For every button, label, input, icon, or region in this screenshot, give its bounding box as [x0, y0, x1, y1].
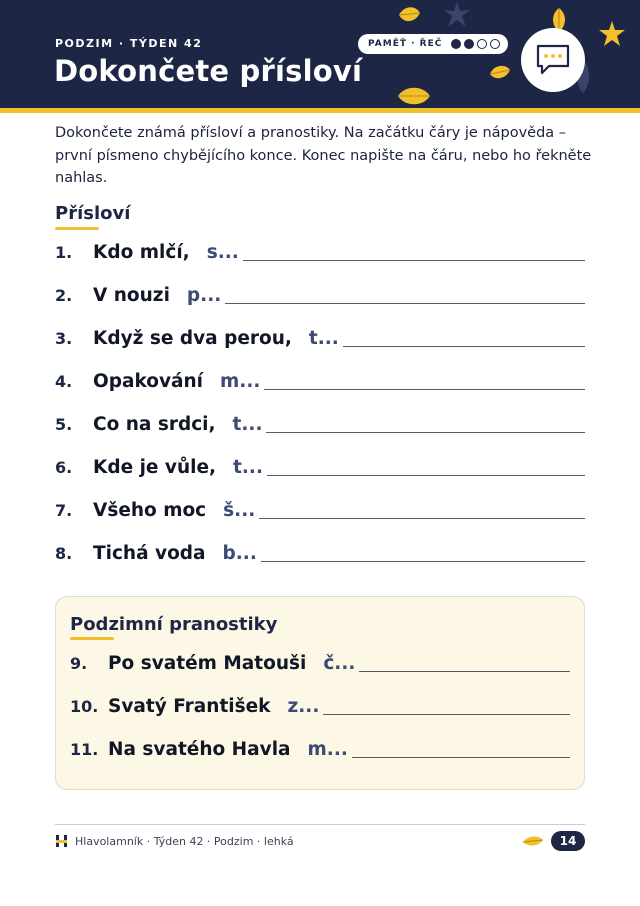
h-logo-icon: [55, 834, 68, 848]
page-title: Dokončete přísloví: [54, 54, 363, 88]
heading-underline: [55, 227, 99, 230]
first-letter-hint: z...: [287, 696, 320, 717]
proverb-text: Tichá voda: [93, 543, 206, 564]
proverb-row-7: [55, 500, 585, 521]
section-heading-weather: Podzimní pranostiky: [70, 614, 278, 635]
proverb-row-3: [55, 328, 585, 349]
item-number: 1.: [55, 243, 73, 262]
answer-line[interactable]: [343, 346, 585, 347]
first-letter-hint: b...: [222, 543, 257, 564]
item-number: 6.: [55, 458, 73, 477]
difficulty-dot-filled: [464, 39, 474, 49]
proverb-row-2: [55, 285, 585, 306]
proverb-text: Opakování: [93, 371, 204, 392]
proverb-row-5: [55, 414, 585, 435]
difficulty-dots: [451, 39, 500, 49]
answer-line[interactable]: [264, 389, 585, 390]
first-letter-hint: š...: [223, 500, 256, 521]
item-number: 5.: [55, 415, 73, 434]
first-letter-hint: t...: [233, 457, 263, 478]
proverb-text: V nouzi: [93, 285, 170, 306]
item-number: 11.: [70, 740, 99, 759]
first-letter-hint: t...: [232, 414, 263, 435]
proverb-text: Kde je vůle,: [93, 457, 217, 478]
footer-divider: [55, 824, 585, 825]
skill-badge: [358, 34, 508, 54]
heading-underline: [70, 637, 114, 640]
autumn-leaf-icon: [488, 62, 512, 82]
weather-row-9: [70, 653, 570, 674]
answer-line[interactable]: [259, 518, 585, 519]
saying-text: Svatý František: [108, 696, 271, 717]
difficulty-dot-filled: [451, 39, 461, 49]
answer-line[interactable]: [243, 260, 585, 261]
autumn-leaf-icon: [396, 84, 432, 108]
autumn-leaf-icon: [396, 4, 422, 26]
proverb-text: Kdo mlčí,: [93, 242, 190, 263]
answer-line[interactable]: [352, 757, 570, 758]
section-heading-proverbs: Přísloví: [55, 203, 131, 224]
item-number: 4.: [55, 372, 73, 391]
weather-row-10: [70, 696, 570, 717]
autumn-leaf-icon: [522, 834, 544, 848]
saying-text: Po svatém Matouši: [108, 653, 307, 674]
autumn-leaf-icon: [598, 20, 626, 48]
proverb-row-4: [55, 371, 585, 392]
first-letter-hint: m...: [220, 371, 261, 392]
proverb-row-8: [55, 543, 585, 564]
proverb-text: Co na srdci,: [93, 414, 216, 435]
item-number: 7.: [55, 501, 73, 520]
chat-badge: [521, 28, 585, 92]
page-number: 14: [551, 831, 585, 851]
proverb-row-6: [55, 457, 585, 478]
answer-line[interactable]: [267, 475, 585, 476]
first-letter-hint: m...: [307, 739, 348, 760]
first-letter-hint: p...: [186, 285, 222, 306]
difficulty-dot-empty: [490, 39, 500, 49]
answer-line[interactable]: [225, 303, 585, 304]
first-letter-hint: č...: [323, 653, 356, 674]
instructions: Dokončete známá přísloví a pranostiky. Na začátku čáry je nápověda – první písmeno chybějícího konce. Konec napište na čáru, nebo ho řekněte nahlas.: [55, 125, 592, 186]
item-number: 10.: [70, 697, 99, 716]
first-letter-hint: s...: [206, 242, 239, 263]
footer-text: Hlavolamník · Týden 42 · Podzim · lehká: [75, 835, 294, 848]
item-number: 9.: [70, 654, 88, 673]
answer-line[interactable]: [266, 432, 585, 433]
speech-bubble-icon: [535, 43, 571, 77]
difficulty-dot-empty: [477, 39, 487, 49]
answer-line[interactable]: [359, 671, 570, 672]
proverb-text: Když se dva perou,: [93, 328, 292, 349]
item-number: 3.: [55, 329, 73, 348]
header-kicker: PODZIM · TÝDEN 42: [55, 37, 203, 50]
saying-text: Na svatého Havla: [108, 739, 291, 760]
first-letter-hint: t...: [308, 328, 339, 349]
autumn-leaf-icon: [442, 1, 472, 29]
answer-line[interactable]: [323, 714, 570, 715]
weather-row-11: [70, 739, 570, 760]
answer-line[interactable]: [261, 561, 585, 562]
proverb-text: Všeho moc: [93, 500, 207, 521]
skill-badge-label: PAMĚŤ · ŘEČ: [368, 39, 443, 49]
header-accent-stripe: [0, 108, 640, 113]
item-number: 8.: [55, 544, 73, 563]
item-number: 2.: [55, 286, 73, 305]
proverb-row-1: [55, 242, 585, 263]
